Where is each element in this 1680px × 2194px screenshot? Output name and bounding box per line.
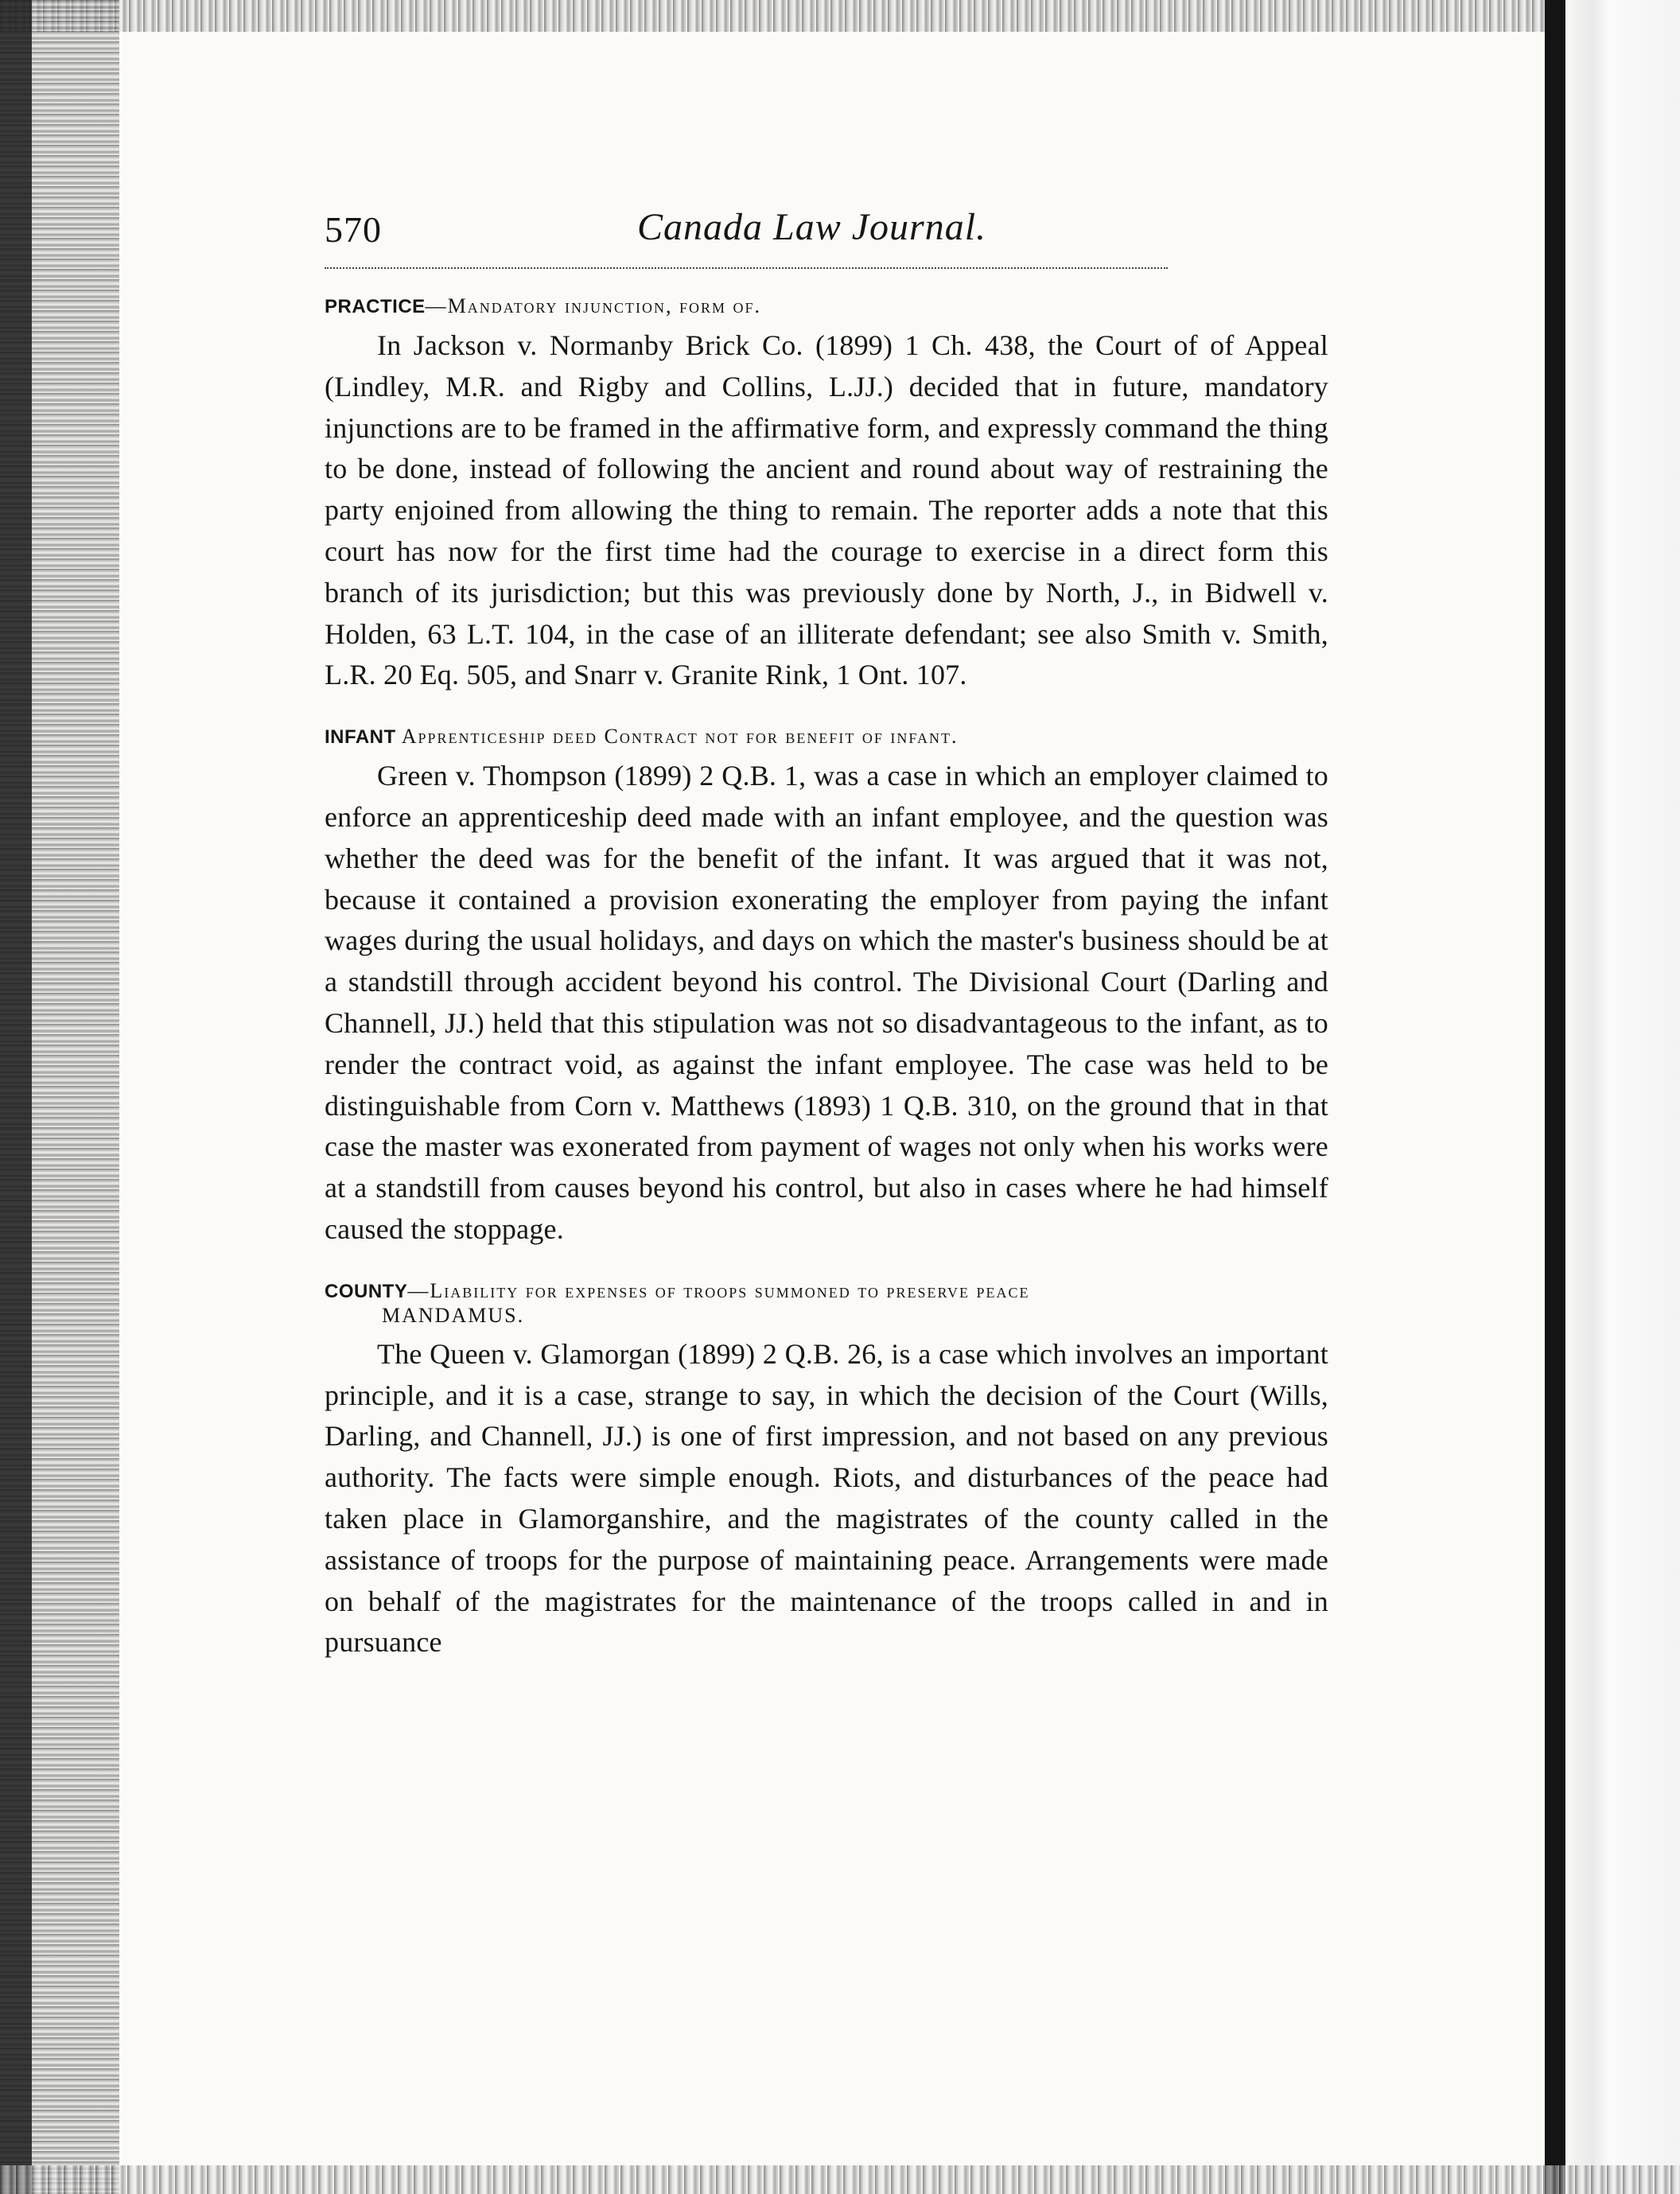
section-subject: —Mandatory injunction, form of. (425, 294, 761, 317)
scan-edge-top (0, 0, 1680, 32)
section-county (325, 1279, 1328, 1663)
section-infant (325, 725, 1328, 1251)
section-heading (325, 1279, 1328, 1328)
section-body: In Jackson v. Normanby Brick Co. (1899) 1 Ch. 438, the Court of of Appeal (Lindley, M.R. and Rigby and Collins, L.JJ.) decided that in future, mandatory injunctions are to be framed in the affirmative form, and expressly command the thing to be done, instead of following the ancient and round about way of restraining the party enjoined from allowing the thing to remain. The reporter adds a note that this court has now for the first time had the courage to exercise in a direct form this branch of its jurisdiction; but this was previously done by North, J., in Bidwell v. Holden, 63 L.T. 104, in the case of an illiterate defendant; see also Smith v. Smith, L.R. 20 Eq. 505, and Snarr v. Granite Rink, 1 Ont. 107. (325, 329, 1328, 691)
scan-binding-bar (1545, 0, 1565, 2194)
section-keyword: INFANT (325, 726, 396, 749)
section-keyword: COUNTY (325, 1280, 408, 1302)
scan-edge-right (1561, 0, 1680, 2194)
scan-edge-bottom (0, 2165, 1680, 2194)
section-subject: Apprenticeship deed Contract not for benefit of infant. (395, 725, 959, 749)
page-content (325, 208, 1328, 1663)
section-keyword: PRACTICE (325, 296, 426, 317)
section-heading (325, 725, 1328, 749)
section-body: The Queen v. Glamorgan (1899) 2 Q.B. 26, is a case which involves an important principle, and it is a case, strange to say, in which the decision of the Court (Wills, Darling, and Channell, JJ.) is one of first impression, and not based on any previous authority. The facts were simple enough. Riots, and disturbances of the peace had taken place in Glamorganshire, and the magistrates of the county called in the assistance of troops for the purpose of maintaining peace. Arrangements were made on behalf of the magistrates for the maintenance of the troops called in and in pursuance (325, 1337, 1328, 1659)
running-head (325, 208, 1328, 266)
section-heading (325, 294, 1328, 319)
section-subject-continued: MANDAMUS. (382, 1303, 525, 1327)
section-subject: —Liability for expenses of troops summoned to preserve peace (407, 1278, 1030, 1302)
section-body: Green v. Thompson (1899) 2 Q.B. 1, was a case in which an employer claimed to enforce an apprenticeship deed made with an infant employee, and the question was whether the deed was for the benefit of the infant. It was argued that it was not, because it contained a provision exonerating the employer from paying the infant wages during the usual holidays, and days on which the master's business should be at a standstill through accident beyond his control. The Divisional Court (Darling and Channell, JJ.) held that this stipulation was not so disadvantageous to the infant, as to render the contract void, as against the infant employee. The case was held to be distinguishable from Corn v. Matthews (1893) 1 Q.B. 310, on the ground that in that case the master was exonerated from payment of wages not only when his works were at a standstill from causes beyond his control, but also in cases where he had himself caused the stoppage. (325, 760, 1328, 1245)
section-practice (325, 294, 1328, 696)
journal-title: Canada Law Journal. (637, 206, 987, 248)
page-number: 570 (325, 209, 382, 250)
scan-edge-left-dark (0, 0, 32, 2194)
header-rule (325, 267, 1168, 269)
